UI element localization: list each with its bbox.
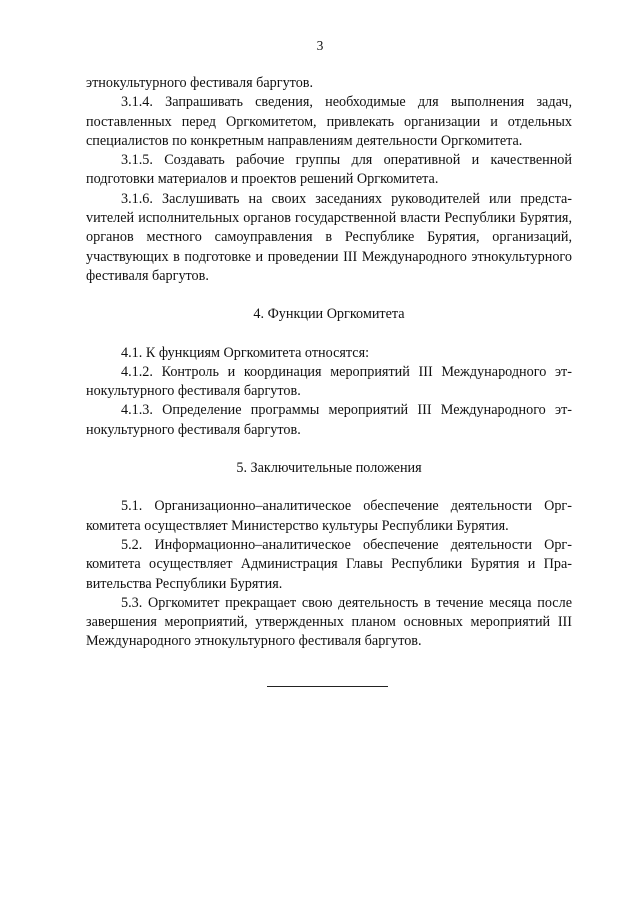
paragraph-3-1-5: 3.1.5. Создавать рабочие группы для оперативной и качественной подготовки материалов и проектов решений Оргкомитета. (86, 152, 572, 188)
paragraph-continuation: этнокультурного фестиваля баргутов. (86, 75, 314, 91)
page-number: 3 (316, 38, 324, 53)
paragraph-3-1-4: 3.1.4. Запрашивать сведения, необходимые для выполнения задач, поставленных перед Оргкомитетом, привлекать организации и отдельных специалистов по конкретным направлениям деятельности Оргкомитета. (86, 94, 572, 149)
paragraph-4-1-3: 4.1.3. Определение программы мероприятий III Международного этнокультурного фестиваля баргутов. (86, 402, 572, 438)
paragraph-5-2: 5.2. Информационно–аналитическое обеспечение деятельности Оргкомитета осуществляет Администрация Главы Республики Бурятия и Правительства Республики Бурятия. (86, 536, 572, 592)
section-heading-5: 5. Заключительные положения (236, 460, 422, 477)
document-body (86, 74, 572, 652)
section-heading-4: 4. Функции Оргкомитета (253, 306, 405, 323)
end-of-document-rule (267, 686, 388, 687)
paragraph-4-1: 4.1. К функциям Оргкомитета относятся: (121, 344, 370, 361)
paragraph-5-1: 5.1. Организационно–аналитическое обеспечение деятельности Оргкомитета осуществляет Министерство культуры Республики Бурятия. (86, 498, 572, 534)
paragraph-4-1-2: 4.1.2. Контроль и координация мероприятий III Международного этнокультурного фестиваля баргутов. (86, 363, 572, 400)
paragraph-3-1-6: 3.1.6. Заслушивать на своих заседаниях руководителей или предстаvителей исполнительных органов государственной власти Республики Бурятия, органов местного самоуправления в Республике Бурятия, организаций, участвующих в подготовке и проведении III Международного этнокультурного фестиваля баргутов. (86, 190, 572, 284)
paragraph-5-3: 5.3. Оргкомитет прекращает свою деятельность в течение месяца после завершения мероприятий, утвержденных планом основных мероприятий III Международного этнокультурного фестиваля баргутов. (86, 594, 572, 650)
